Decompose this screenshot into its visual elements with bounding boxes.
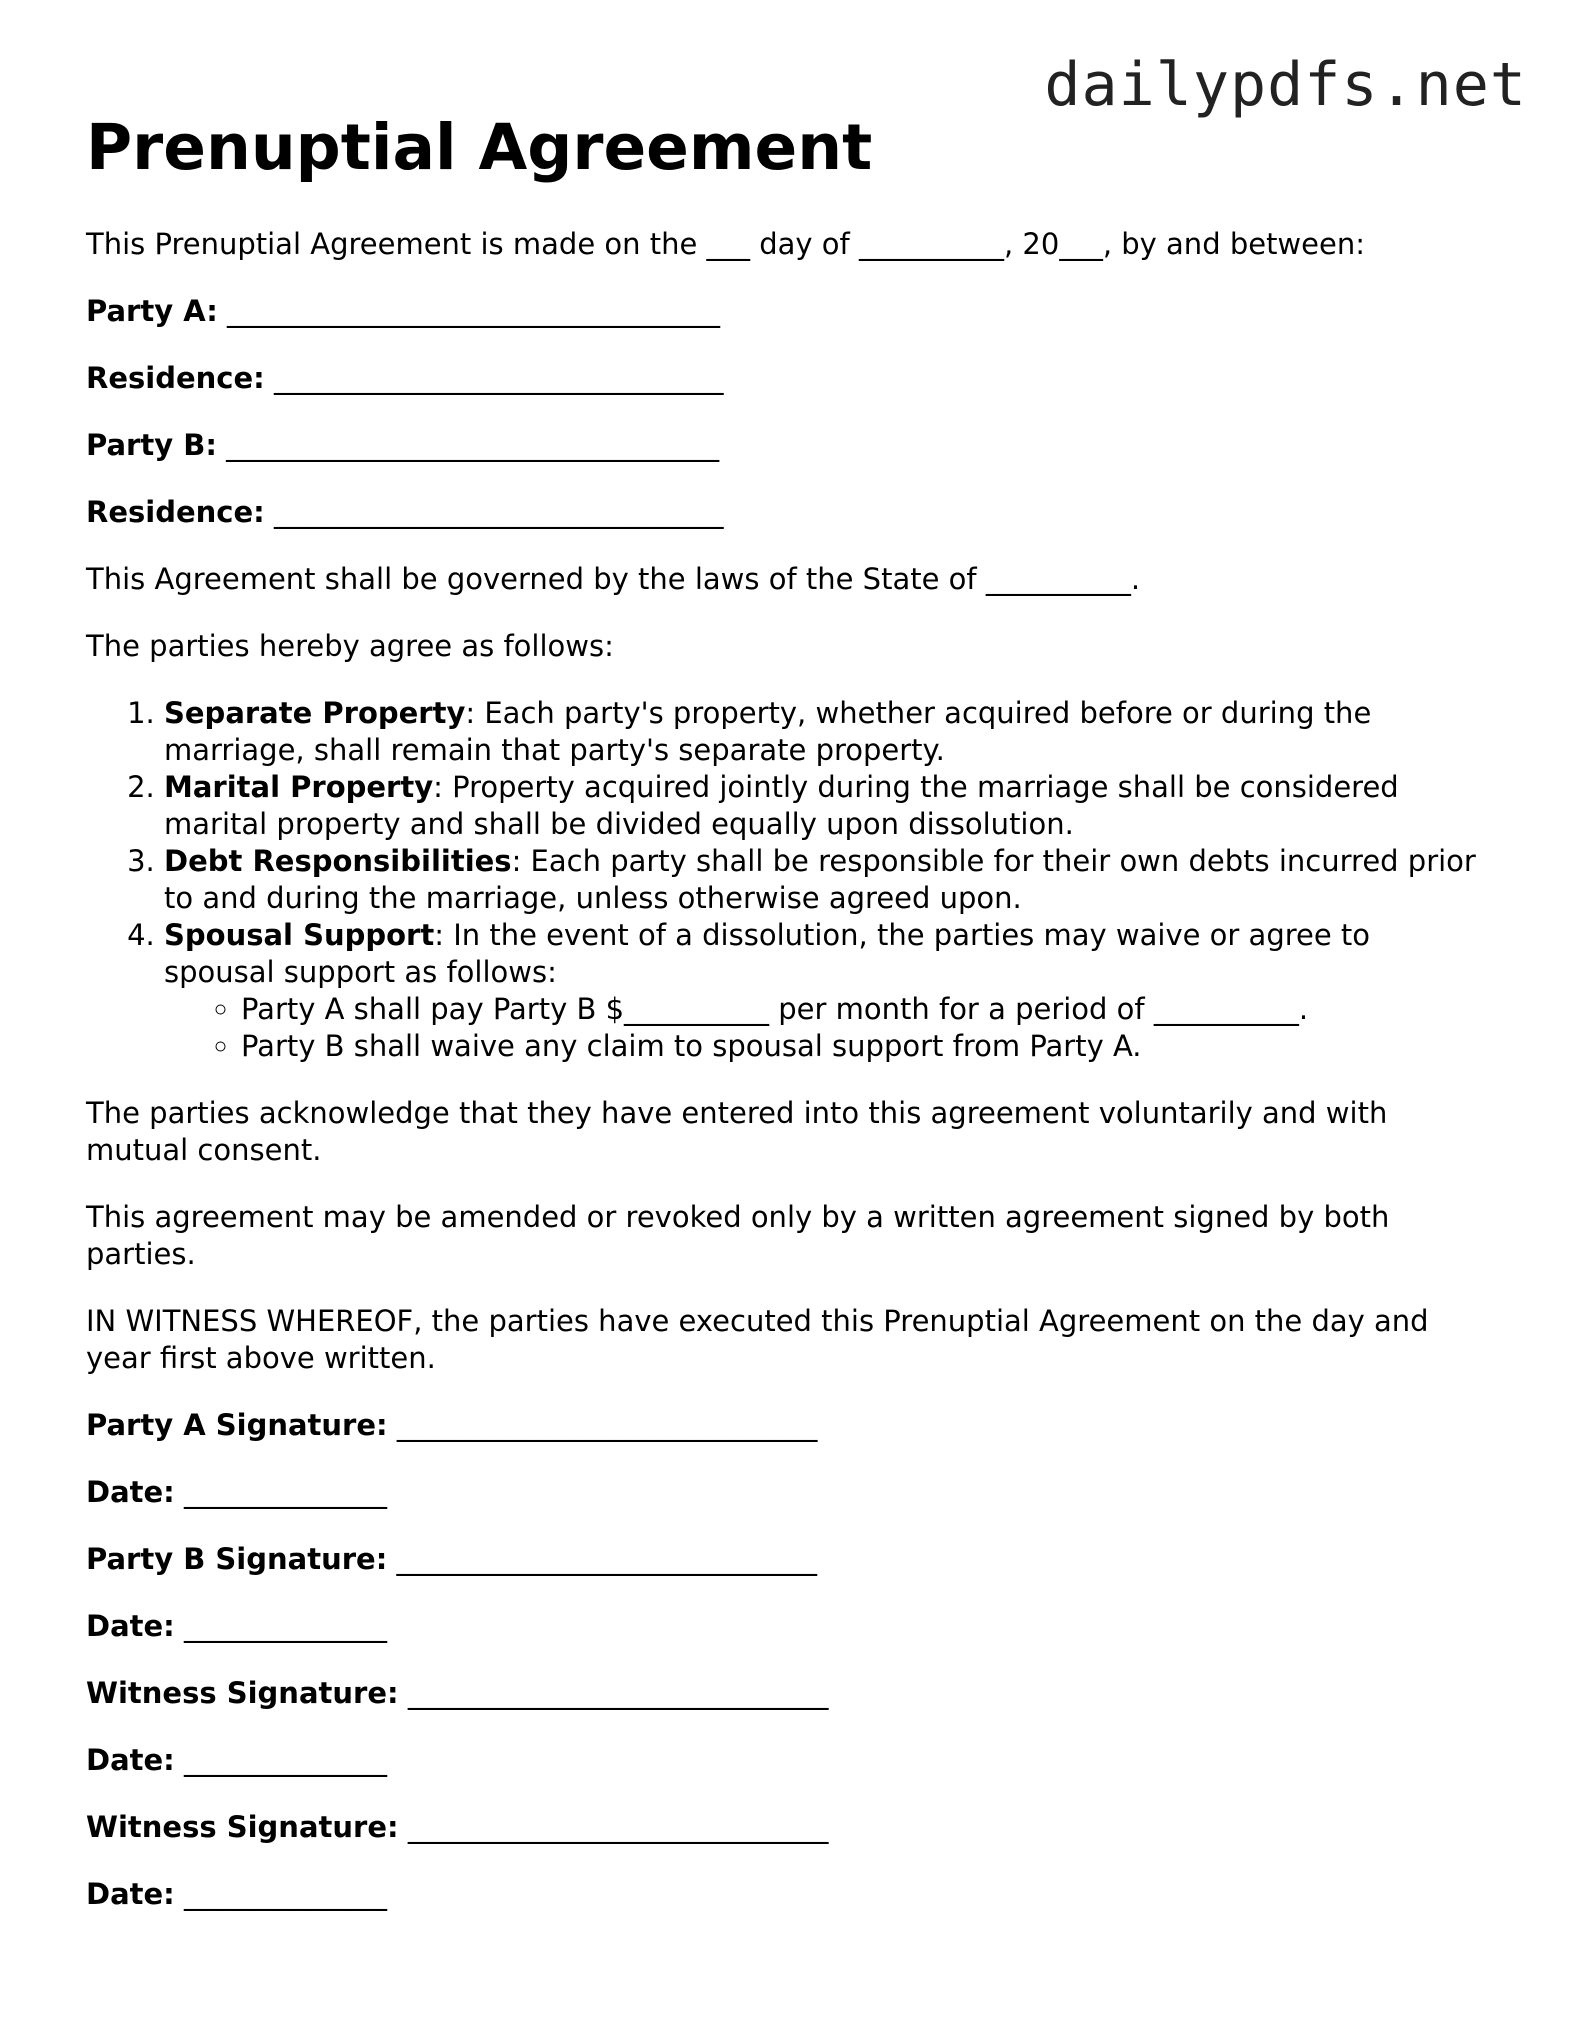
- watermark: dailypdfs.net: [1044, 50, 1527, 120]
- term-title: Debt Responsibilities: [164, 844, 512, 878]
- witness-1-signature-blank[interactable]: _____________________________: [407, 1676, 829, 1710]
- term-text: : Property acquired jointly during the marriage shall be considered marital property and shall be divided equally upon dissolution.: [164, 770, 1399, 841]
- party-b-signature-blank[interactable]: _____________________________: [396, 1542, 818, 1576]
- party-a-signature-label: Party A Signature:: [86, 1408, 388, 1442]
- party-a-field[interactable]: [86, 293, 1486, 330]
- support-options-list: [164, 991, 1486, 1065]
- witness-2-signature-blank[interactable]: _____________________________: [407, 1810, 829, 1844]
- witness-2-date-blank[interactable]: ______________: [184, 1877, 387, 1911]
- party-b-date-field[interactable]: [86, 1608, 1486, 1645]
- witness-1-date-label: Date:: [86, 1743, 175, 1777]
- acknowledge-paragraph: The parties acknowledge that they have entered into this agreement voluntarily and with mutual consent.: [86, 1096, 1397, 1167]
- party-b-residence-blank[interactable]: _______________________________: [273, 495, 724, 529]
- governing-law-paragraph: This Agreement shall be governed by the laws of the State of __________.: [86, 562, 1141, 596]
- witness-2-date-field[interactable]: [86, 1876, 1486, 1913]
- witness-2-signature-field[interactable]: [86, 1809, 1486, 1846]
- party-b-date-blank[interactable]: ______________: [184, 1609, 387, 1643]
- party-a-date-field[interactable]: [86, 1474, 1486, 1511]
- terms-list: [86, 695, 1486, 1065]
- term-debt-responsibilities: [164, 843, 1486, 917]
- document-page: [86, 108, 1486, 1943]
- term-text: : Each party's property, whether acquired before or during the marriage, shall remain that party's separate property.: [164, 696, 1372, 767]
- witness-2-date-label: Date:: [86, 1877, 175, 1911]
- party-a-residence-blank[interactable]: _______________________________: [273, 361, 724, 395]
- agree-intro-paragraph: The parties hereby agree as follows:: [86, 629, 614, 663]
- intro-paragraph: This Prenuptial Agreement is made on the ___ day of __________, 20___, by and between:: [86, 227, 1365, 261]
- term-text: : In the event of a dissolution, the parties may waive or agree to spousal support as follows:: [164, 918, 1371, 989]
- term-marital-property: [164, 769, 1486, 843]
- party-a-signature-blank[interactable]: _____________________________: [396, 1408, 818, 1442]
- witness-2-signature-label: Witness Signature:: [86, 1810, 399, 1844]
- witness-1-date-field[interactable]: [86, 1742, 1486, 1779]
- party-b-blank[interactable]: __________________________________: [226, 428, 720, 462]
- party-a-date-blank[interactable]: ______________: [184, 1475, 387, 1509]
- term-title: Separate Property: [164, 696, 466, 730]
- party-b-date-label: Date:: [86, 1609, 175, 1643]
- party-a-signature-field[interactable]: [86, 1407, 1486, 1444]
- amend-paragraph: This agreement may be amended or revoked only by a written agreement signed by both parties.: [86, 1200, 1399, 1271]
- witness-clause-paragraph: IN WITNESS WHEREOF, the parties have executed this Prenuptial Agreement on the day and year first above written.: [86, 1304, 1438, 1375]
- term-text: : Each party shall be responsible for their own debts incurred prior to and during the marriage, unless otherwise agreed upon.: [164, 844, 1476, 915]
- witness-1-signature-field[interactable]: [86, 1675, 1486, 1712]
- party-b-residence-label: Residence:: [86, 495, 265, 529]
- party-b-residence-field[interactable]: [86, 494, 1486, 531]
- party-b-field[interactable]: [86, 427, 1486, 464]
- party-a-blank[interactable]: __________________________________: [227, 294, 721, 328]
- party-a-date-label: Date:: [86, 1475, 175, 1509]
- party-a-label: Party A:: [86, 294, 218, 328]
- party-b-signature-label: Party B Signature:: [86, 1542, 388, 1576]
- witness-1-date-blank[interactable]: ______________: [184, 1743, 387, 1777]
- party-a-residence-field[interactable]: [86, 360, 1486, 397]
- support-option-waive[interactable]: ◦ Party B shall waive any claim to spousal support from Party A.: [241, 1028, 1486, 1065]
- term-title: Spousal Support: [164, 918, 435, 952]
- page-title: Prenuptial Agreement: [86, 111, 873, 184]
- party-a-residence-label: Residence:: [86, 361, 265, 395]
- support-option-pay[interactable]: ◦ Party A shall pay Party B $__________ per month for a period of __________.: [241, 991, 1486, 1028]
- party-b-label: Party B:: [86, 428, 217, 462]
- party-b-signature-field[interactable]: [86, 1541, 1486, 1578]
- term-separate-property: [164, 695, 1486, 769]
- term-spousal-support: [164, 917, 1486, 1065]
- term-title: Marital Property: [164, 770, 434, 804]
- witness-1-signature-label: Witness Signature:: [86, 1676, 399, 1710]
